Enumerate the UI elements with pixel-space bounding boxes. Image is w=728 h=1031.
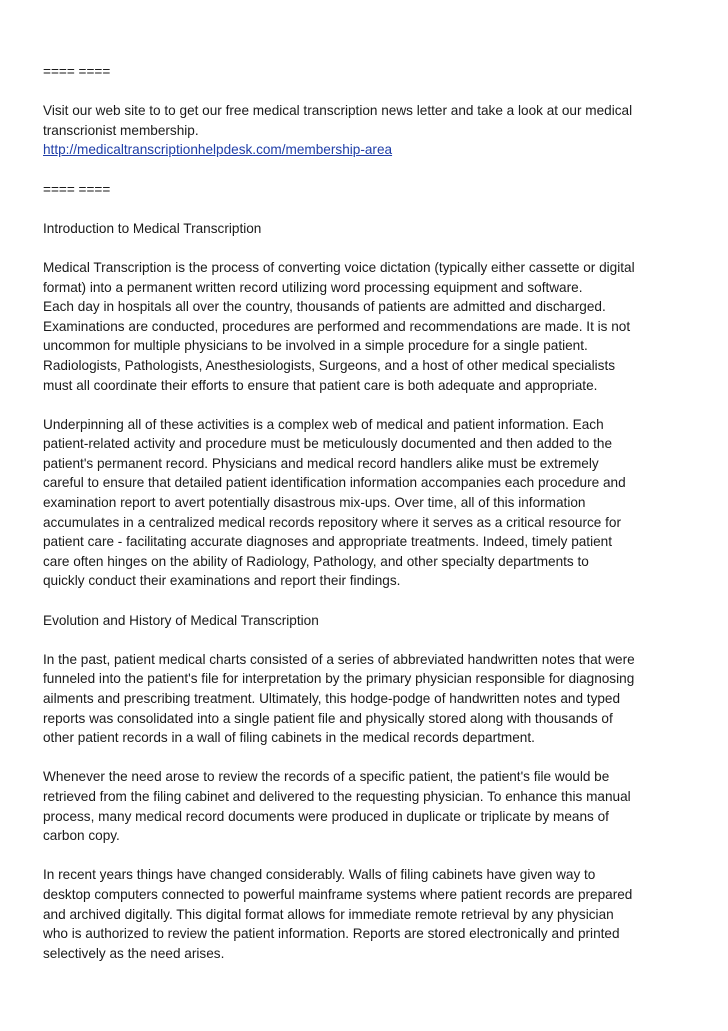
text-line: patient's permanent record. Physicians and medical record handlers alike must be extremely [43,455,599,471]
text-line: Underpinning all of these activities is a complex web of medical and patient information. Each [43,416,604,432]
text-line: Examinations are conducted, procedures are performed and recommendations are made. It is not [43,318,631,334]
text-line: retrieved from the filing cabinet and delivered to the requesting physician. To enhance this manual [43,788,631,804]
section1-heading-block [43,219,691,239]
text-line: other patient records in a wall of filing cabinets in the medical records department. [43,730,535,746]
text-line: Each day in hospitals all over the country, thousands of patients are admitted and discharged. [43,299,606,315]
section2-heading-block [43,611,691,631]
section-heading: Introduction to Medical Transcription [43,220,262,236]
separator-top [43,62,691,82]
promo-line: Visit our web site to to get our free medical transcription news letter and take a look at our medical [43,103,633,119]
promo-line: transcrionist membership. [43,122,199,138]
text-line: accumulates in a centralized medical records repository where it serves as a critical resource for [43,514,621,530]
text-line: uncommon for multiple physicians to be involved in a simple procedure for a single patient. [43,338,588,354]
text-line: who is authorized to review the patient information. Reports are stored electronically and printed [43,926,620,942]
section1-paragraph [43,415,691,591]
text-line: patient-related activity and procedure must be meticulously documented and then added to the [43,436,613,452]
text-line: Medical Transcription is the process of converting voice dictation (typically either cassette or digital [43,259,635,275]
separator-bottom [43,180,691,200]
promo-paragraph [43,101,691,160]
text-line: quickly conduct their examinations and report their findings. [43,573,401,589]
text-line: carbon copy. [43,828,120,844]
text-line: desktop computers connected to powerful mainframe systems where patient records are prepared [43,886,633,902]
section2-paragraph [43,650,691,748]
text-line: selectively as the need arises. [43,945,225,961]
section-heading: Evolution and History of Medical Transcription [43,612,319,628]
separator-text: ==== ==== [43,64,111,79]
text-line: In the past, patient medical charts consisted of a series of abbreviated handwritten notes that were [43,651,635,667]
text-line: Radiologists, Pathologists, Anesthesiologists, Surgeons, and a host of other medical specialists [43,357,616,373]
text-line: careful to ensure that detailed patient identification information accompanies each procedure and [43,475,626,491]
text-line: ailments and prescribing treatment. Ultimately, this hodge-podge of handwritten notes and typed [43,691,621,706]
text-line: process, many medical record documents were produced in duplicate or triplicate by means of [43,808,609,824]
section2-paragraph [43,767,691,845]
text-line: Whenever the need arose to review the records of a specific patient, the patient's file would be [43,769,610,785]
text-line: reports was consolidated into a single patient file and physically stored along with thousands of [43,710,613,726]
section1-paragraph [43,258,691,395]
membership-link[interactable]: http://medicaltranscriptionhelpdesk.com/membership-area [43,142,393,158]
text-line: must all coordinate their efforts to ensure that patient care is both adequate and appropriate. [43,377,598,393]
text-line: and archived digitally. This digital format allows for immediate remote retrieval by any physician [43,906,614,922]
text-line: care often hinges on the ability of Radiology, Pathology, and other specialty departments to [43,553,589,569]
text-line: funneled into the patient's file for interpretation by the primary physician responsible for diagnosing [43,671,635,687]
document-page [43,62,691,983]
text-line: examination report to avert potentially disastrous mix-ups. Over time, all of this information [43,495,586,511]
text-line: In recent years things have changed considerably. Walls of filing cabinets have given way to [43,867,596,883]
separator-text: ==== ==== [43,181,111,197]
section2-paragraph [43,865,691,963]
text-line: format) into a permanent written record utilizing word processing equipment and software. [43,279,583,295]
text-line: patient care - facilitating accurate diagnoses and appropriate treatments. Indeed, timely patient [43,534,613,550]
